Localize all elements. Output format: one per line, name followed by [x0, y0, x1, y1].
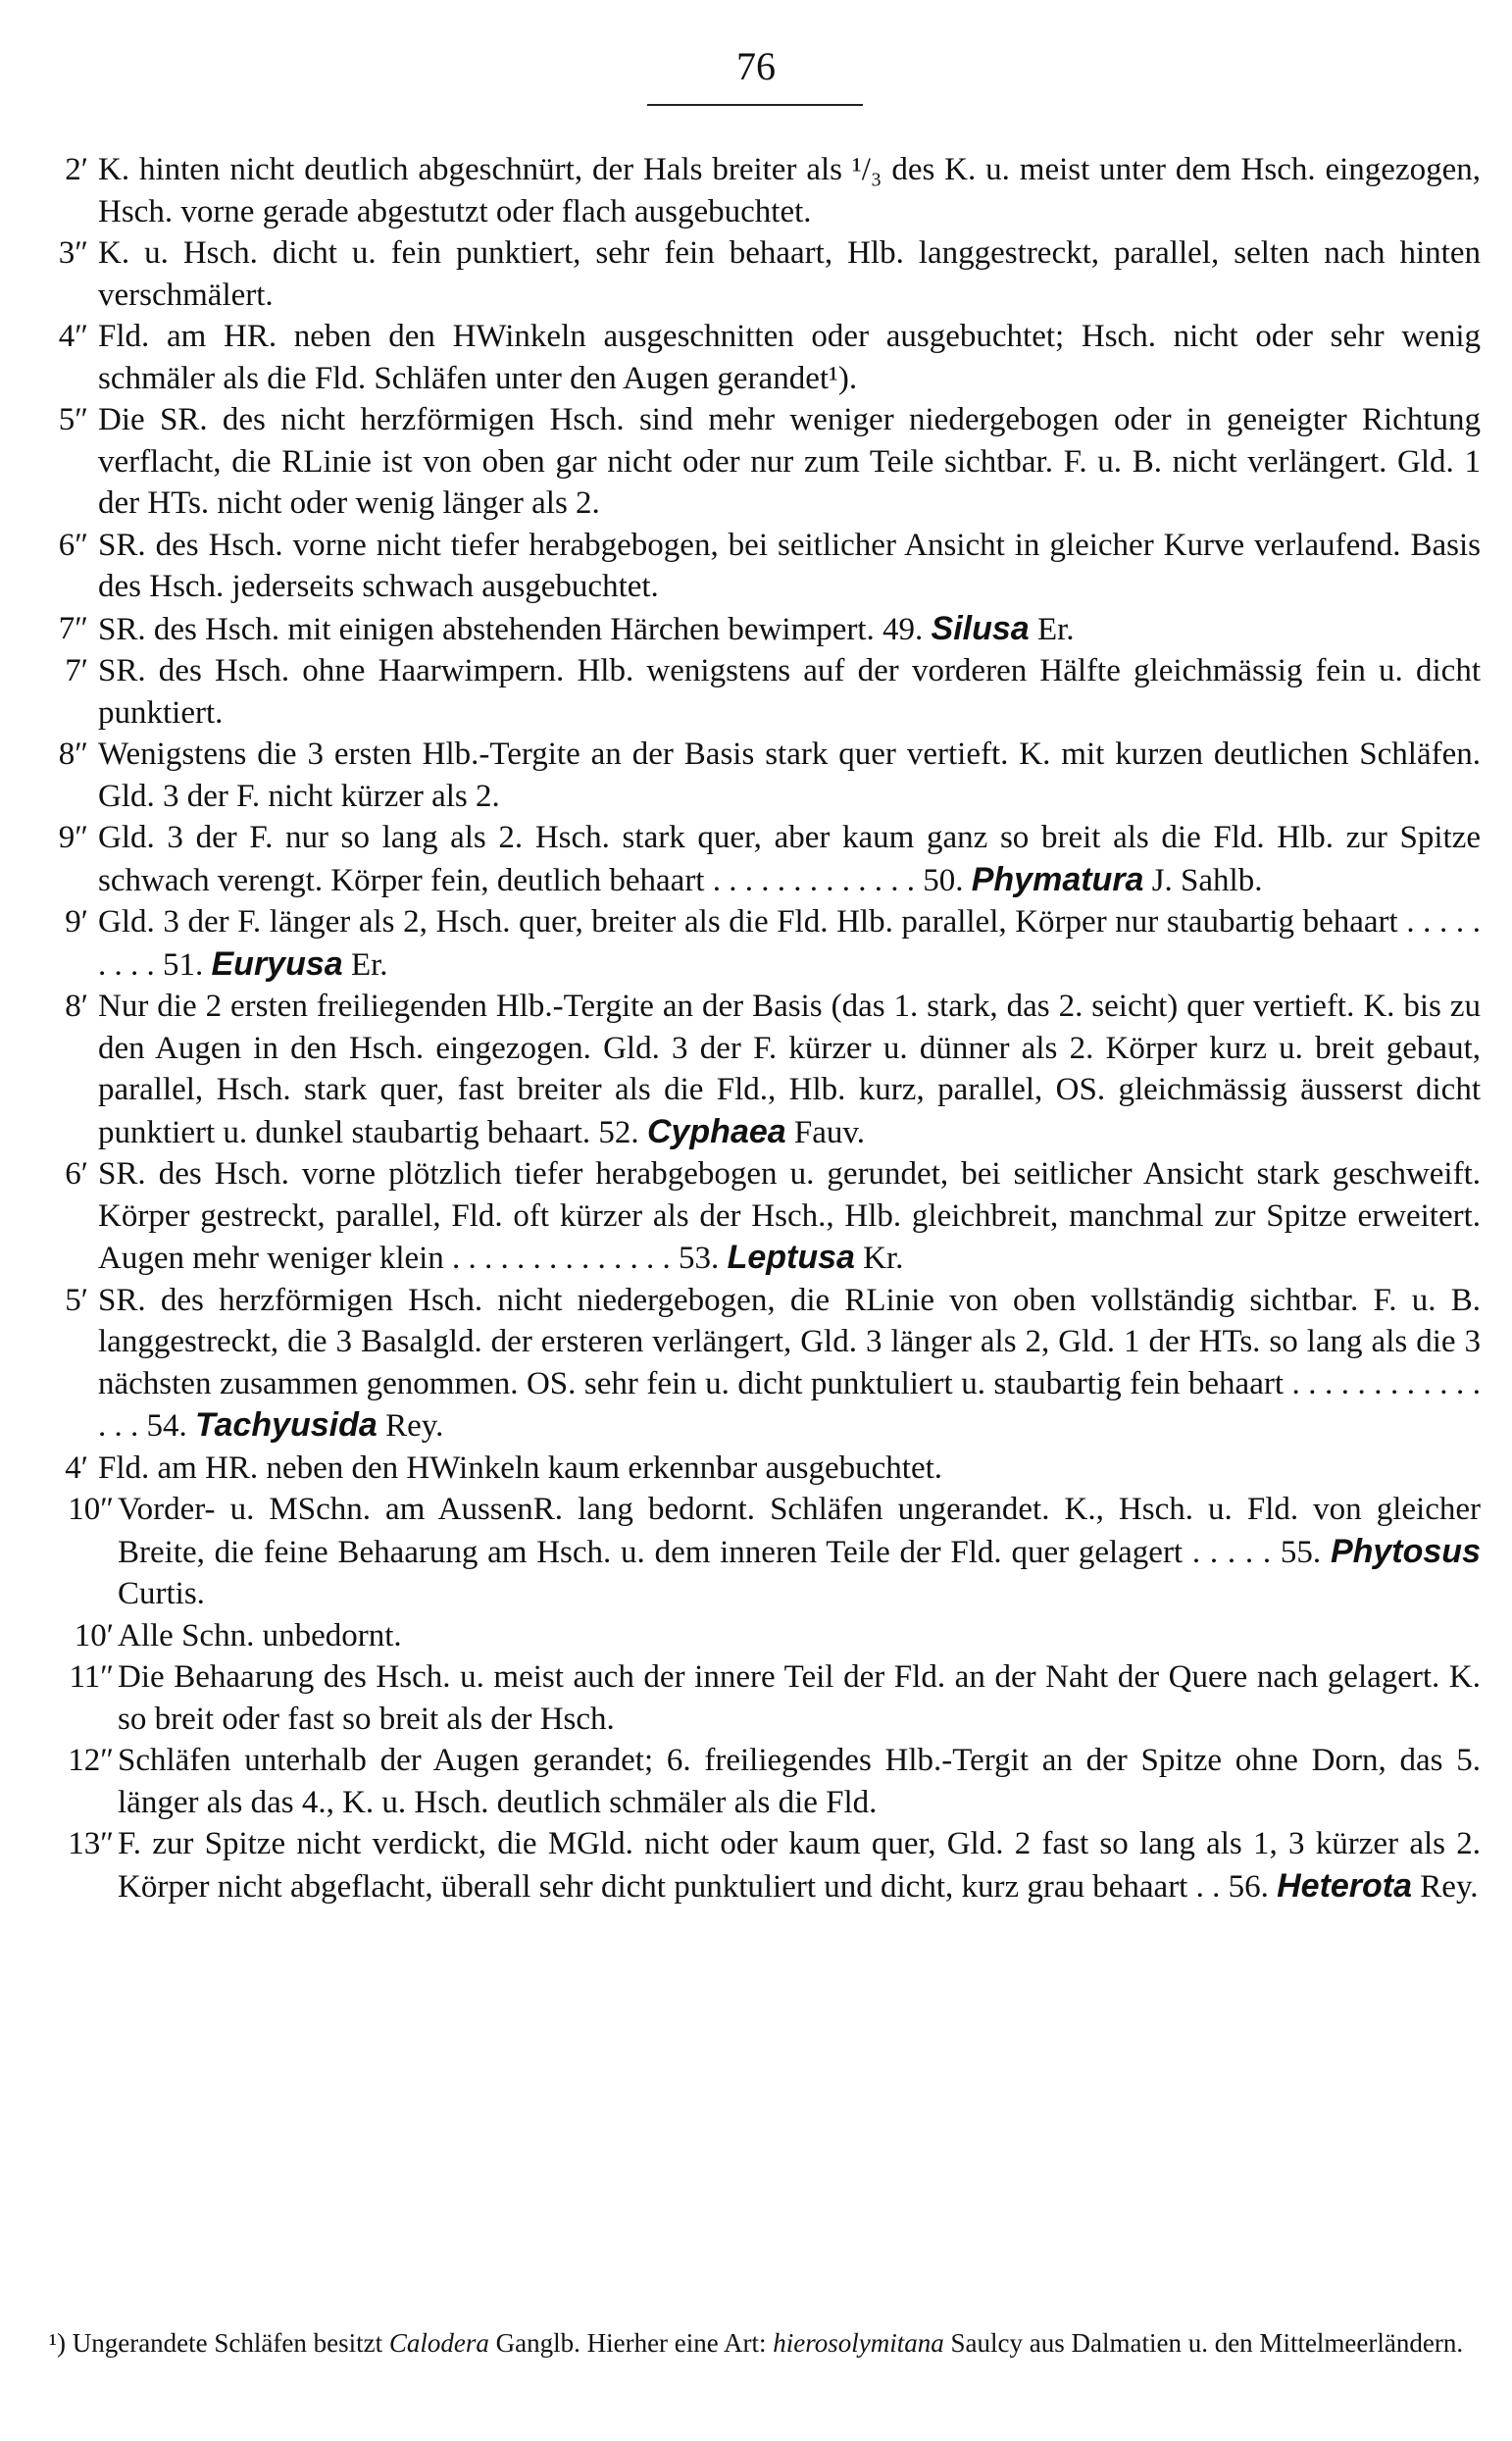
entry-text: K. u. Hsch. dicht u. fein punktiert, sehr fein behaart, Hlb. langgestreckt, parallel, selten nach hinten verschmälert. — [98, 235, 1481, 313]
genus-author: Er. — [350, 946, 388, 983]
key-entry — [49, 1153, 1481, 1280]
entry-number: 6′ — [65, 1156, 88, 1192]
genus-name: Euryusa — [211, 944, 343, 983]
key-entry — [49, 316, 1481, 399]
footnote-text-before: Ungerandete Schläfen besitzt — [72, 2328, 383, 2358]
entry-text: Gld. 3 der F. länger als 2, Hsch. quer, breiter als die Fld. Hlb. parallel, Körper nur staubartig behaart . . . . . . . . . 51. — [98, 904, 1481, 983]
footnote-species: hierosolymitana — [773, 2328, 944, 2358]
entry-number: 4′ — [65, 1449, 88, 1486]
entry-number: 9′ — [65, 904, 88, 940]
entry-number: 4″ — [58, 319, 88, 354]
key-entry — [49, 232, 1481, 316]
entry-text: Die Behaarung des Hsch. u. meist auch der innere Teil der Fld. an der Naht der Quere nach gelagert. K. so breit oder fast so breit als der Hsch. — [118, 1659, 1481, 1737]
key-entry — [49, 1280, 1481, 1448]
key-entry — [49, 817, 1481, 901]
key-entry — [49, 986, 1481, 1153]
entry-text: Nur die 2 ersten freiliegenden Hlb.-Tergite an der Basis (das 1. stark, das 2. seicht) quer vertieft. K. bis zu den Augen in den Hsch. eingezogen. Gld. 3 der F. kürzer u. dünner als 2. Körper kurz u. breit gebaut, parallel, Hsch. stark quer, fast breiter als die Fld., Hlb. kurz, parallel, OS. gleichmässig äusserst dicht punktiert u. dunkel staubartig behaart. 52. — [98, 989, 1481, 1150]
entry-text: SR. des Hsch. ohne Haarwimpern. Hlb. wenigstens auf der vorderen Hälfte gleichmässig fein u. dicht punktiert. — [98, 653, 1481, 731]
header-rule — [647, 104, 863, 106]
key-entry — [49, 1448, 1481, 1490]
key-entry — [49, 1740, 1481, 1823]
entry-text: SR. des Hsch. vorne nicht tiefer herabgebogen, bei seitlicher Ansicht in gleicher Kurve verlaufend. Basis des Hsch. jederseits schwach ausgebuchtet. — [98, 527, 1481, 604]
entry-number: 8′ — [65, 989, 88, 1024]
entry-text: SR. des Hsch. vorne plötzlich tiefer herabgebogen u. gerundet, bei seitlicher Ansicht stark geschweift. Körper gestreckt, parallel, Fld. oft kürzer als der Hsch., Hlb. gleichbreit, manchmal zur Spitze erweitert. Augen mehr weniger klein . . . . . . . . . . . . . . 53. — [98, 1156, 1481, 1276]
entry-number: 7″ — [58, 610, 88, 646]
entry-number: 9″ — [58, 820, 88, 855]
footnote-marker: ¹) — [48, 2328, 66, 2358]
key-entry — [49, 1656, 1481, 1740]
key-entry — [49, 1615, 1481, 1657]
entry-text: SR. des Hsch. mit einigen abstehenden Härchen bewimpert. 49. — [98, 611, 924, 647]
genus-name: Leptusa — [727, 1239, 855, 1276]
genus-name: Phytosus — [1330, 1532, 1481, 1570]
entry-text: Fld. am HR. neben den HWinkeln ausgeschnitten oder ausgebuchtet; Hsch. nicht oder sehr wenig schmäler als die Fld. Schläfen unter den Augen gerandet¹). — [98, 319, 1481, 396]
entry-number: 3″ — [58, 235, 88, 271]
entry-number: 5′ — [65, 1282, 88, 1318]
genus-name: Phymatura — [971, 860, 1144, 898]
key-entries — [49, 149, 1481, 1907]
key-entry — [49, 525, 1481, 608]
key-entry — [49, 1489, 1481, 1615]
entry-text: Wenigstens die 3 ersten Hlb.-Tergite an der Basis stark quer vertieft. K. mit kurzen deutlichen Schläfen. Gld. 3 der F. nicht kürzer als 2. — [98, 737, 1481, 814]
entry-text: F. zur Spitze nicht verdickt, die MGld. nicht oder kaum quer, Gld. 2 fast so lang als 1, 3 kürzer als 2. Körper nicht abgeflacht, überall sehr dicht punktuliert und dicht, kurz grau behaart . . 56. — [118, 1826, 1481, 1905]
entry-text: K. hinten nicht deutlich abgeschnürt, der Hals breiter als ¹/₃ des K. u. meist unter dem Hsch. eingezogen, Hsch. vorne gerade abgestutzt oder flach ausgebuchtet. — [98, 152, 1481, 229]
entry-number: 2′ — [65, 152, 88, 187]
entry-text: Vorder- u. MSchn. am AussenR. lang bedornt. Schläfen ungerandet. K., Hsch. u. Fld. von gleicher Breite, die feine Behaarung am Hsch. u. dem inneren Teile der Fld. quer gelagert . . . . . 55. — [118, 1492, 1481, 1570]
entry-text: Gld. 3 der F. nur so lang als 2. Hsch. stark quer, aber kaum ganz so breit als die Fld. Hlb. zur Spitze schwach verengt. Körper fein, deutlich behaart . . . . . . . . . . . . . 50. — [98, 820, 1481, 898]
genus-author: Curtis. — [118, 1576, 205, 1611]
key-entry — [49, 1823, 1481, 1907]
entry-number: 7′ — [65, 653, 88, 688]
entry-text: Schläfen unterhalb der Augen gerandet; 6. freiliegendes Hlb.-Tergit an der Spitze ohne Dorn, das 5. länger als das 4., K. u. Hsch. deutlich schmäler als die Fld. — [118, 1743, 1481, 1820]
footnote-text-middle: Ganglb. Hierher eine Art: — [495, 2328, 767, 2358]
key-entry — [49, 901, 1481, 986]
entry-number: 10″ — [68, 1492, 114, 1527]
genus-author: Rey. — [385, 1408, 444, 1444]
key-entry — [49, 399, 1481, 525]
footnote — [0, 2327, 1512, 2359]
genus-author: Rey. — [1420, 1868, 1479, 1905]
entry-number: 5″ — [58, 402, 88, 437]
genus-name: Cyphaea — [646, 1112, 786, 1150]
entry-number: 11″ — [69, 1659, 114, 1695]
entry-text: Alle Schn. unbedornt. — [118, 1617, 402, 1653]
footnote-text-after: Saulcy aus Dalmatien u. den Mittelmeerländern. — [950, 2328, 1464, 2358]
genus-author: Er. — [1036, 611, 1075, 647]
entry-number: 10′ — [74, 1617, 114, 1653]
entry-number: 12″ — [68, 1743, 114, 1778]
genus-author: Fauv. — [793, 1114, 866, 1150]
page-number: 76 — [736, 44, 776, 88]
genus-author: J. Sahlb. — [1151, 862, 1263, 898]
key-entry — [49, 608, 1481, 651]
genus-name: Tachyusida — [195, 1406, 378, 1444]
entry-number: 13″ — [68, 1826, 114, 1861]
genus-name: Heterota — [1277, 1866, 1413, 1905]
footnote-genus: Calodera — [388, 2328, 489, 2358]
entry-number: 8″ — [58, 737, 88, 772]
key-entry — [49, 149, 1481, 232]
entry-text: SR. des herzförmigen Hsch. nicht niedergebogen, die RLinie von oben vollständig sichtbar. F. u. B. langgestreckt, die 3 Basalgld. der ersteren verlängert, Gld. 3 länger als 2, Gld. 1 der HTs. so lang als die 3 nächsten zusammen genommen. OS. sehr fein u. dicht punktuliert u. staubartig fein behaart . . . . . . . . . . . . . . . 54. — [98, 1282, 1481, 1444]
key-entry — [49, 734, 1481, 817]
genus-name: Silusa — [931, 609, 1030, 647]
entry-text: Die SR. des nicht herzförmigen Hsch. sind mehr weniger niedergebogen oder in geneigter Richtung verflacht, die RLinie ist von oben gar nicht oder nur zum Teile sichtbar. F. u. B. nicht verlängert. Gld. 1 der HTs. nicht oder wenig länger als 2. — [98, 402, 1481, 521]
genus-author: Kr. — [863, 1241, 904, 1276]
entry-text: Fld. am HR. neben den HWinkeln kaum erkennbar ausgebuchtet. — [98, 1449, 943, 1486]
key-entry — [49, 650, 1481, 734]
entry-number: 6″ — [58, 527, 88, 563]
